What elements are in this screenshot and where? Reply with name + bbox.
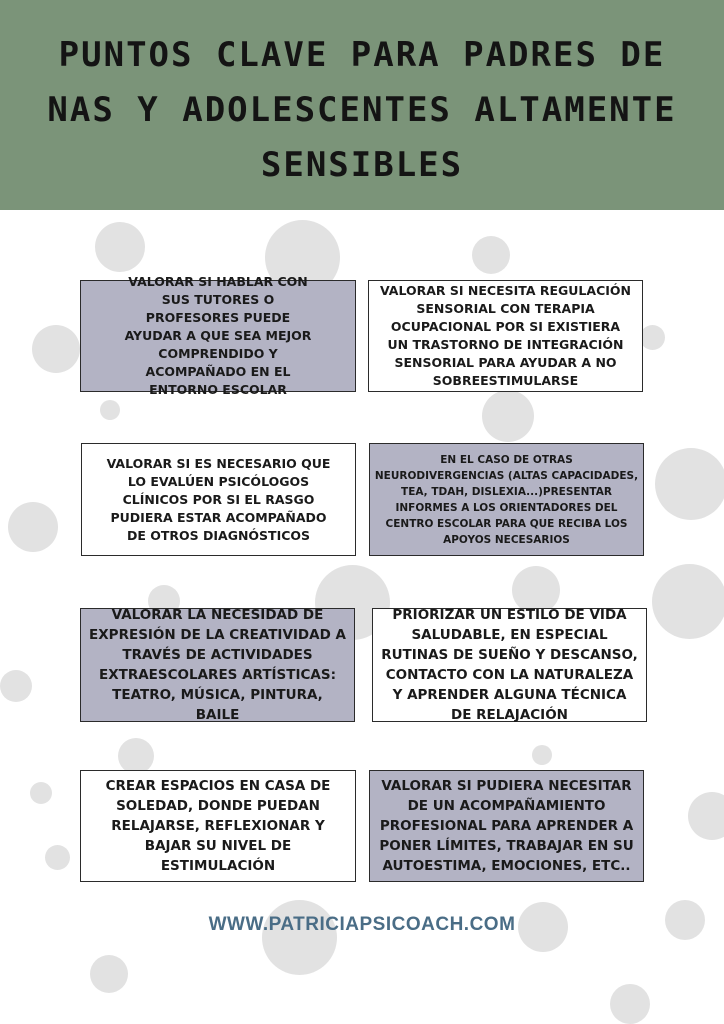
decor-circle <box>45 845 70 870</box>
decor-circle <box>610 984 650 1024</box>
tip-card-neurodivergence <box>369 443 644 556</box>
tip-text: VALORAR SI ES NECESARIO QUE LO EVALÚEN PSICÓLOGOS CLÍNICOS POR SI EL RASGO PUDIERA ESTAR ACOMPAÑADO DE OTROS DIAGNÓSTICOS <box>106 455 331 543</box>
decor-circle <box>100 400 120 420</box>
decor-circle <box>640 325 665 350</box>
tip-card-solitude-spaces <box>80 770 356 882</box>
decor-circle <box>482 390 534 442</box>
decor-circle <box>652 564 724 639</box>
tip-card-healthy-lifestyle <box>372 608 647 722</box>
title-line-2: NAS Y ADOLESCENTES ALTAMENTE <box>47 90 677 130</box>
title-line-3: SENSIBLES <box>260 145 464 185</box>
decor-circle <box>0 670 32 702</box>
decor-circle <box>32 325 80 373</box>
tip-card-creativity <box>80 608 355 722</box>
decor-circle <box>118 738 154 774</box>
tip-card-school-tutors <box>80 274 356 397</box>
decor-circle <box>688 792 724 840</box>
tip-text: VALORAR SI NECESITA REGULACIÓN SENSORIAL CON TERAPIA OCUPACIONAL POR SI EXISTIERA UN TRASTORNO DE INTEGRACIÓN SENSORIAL PARA AYUDAR A NO SOBREESTIMULARSE <box>379 283 631 388</box>
page-title <box>0 28 724 193</box>
decor-circle <box>655 448 724 520</box>
decor-circle <box>90 955 128 993</box>
tip-text: CREAR ESPACIOS EN CASA DE SOLEDAD, DONDE PUEDAN RELAJARSE, REFLEXIONAR Y BAJAR SU NIVEL DE ESTIMULACIÓN <box>105 778 331 874</box>
tip-card-professional-support <box>369 770 644 882</box>
title-line-1: PUNTOS CLAVE PARA PADRES DE <box>58 35 666 75</box>
website-link[interactable]: WWW.PATRICIAPSICOACH.COM <box>208 914 516 935</box>
decor-circle <box>532 745 552 765</box>
tip-text: EN EL CASO DE OTRAS NEURODIVERGENCIAS (ALTAS CAPACIDADES, TEA, TDAH, DISLEXIA...)PRESENTAR INFORMES A LOS ORIENTADORES DEL CENTRO ESCOLAR PARA QUE RECIBA LOS APOYOS NECESARIOS <box>374 453 639 546</box>
decor-circle <box>8 502 58 552</box>
tip-text: PRIORIZAR UN ESTILO DE VIDA SALUDABLE, EN ESPECIAL RUTINAS DE SUEÑO Y DESCANSO, CONTACTO CON LA NATURALEZA Y APRENDER ALGUNA TÉCNICA DE RELAJACIÓN <box>381 607 638 723</box>
tip-card-sensory-regulation <box>368 280 643 392</box>
decor-circle <box>95 222 145 272</box>
tip-text: VALORAR SI PUDIERA NECESITAR DE UN ACOMPAÑAMIENTO PROFESIONAL PARA APRENDER A PONER LÍMITES, TRABAJAR EN SU AUTOESTIMA, EMOCIONES, ETC.. <box>379 778 634 874</box>
tip-card-clinical-evaluation <box>81 443 356 556</box>
decor-circle <box>30 782 52 804</box>
tip-text: VALORAR SI HABLAR CON SUS TUTORES O PROFESORES PUEDE AYUDAR A QUE SEA MEJOR COMPRENDIDO Y ACOMPAÑADO EN EL ENTORNO ESCOLAR <box>124 274 312 397</box>
tip-text: VALORAR LA NECESIDAD DE EXPRESIÓN DE LA CREATIVIDAD A TRAVÉS DE ACTIVIDADES EXTRAESCOLARES ARTÍSTICAS: TEATRO, MÚSICA, PINTURA, BAILE <box>89 607 346 723</box>
decor-circle <box>262 900 337 975</box>
decor-circle <box>472 236 510 274</box>
header-banner <box>0 0 724 210</box>
